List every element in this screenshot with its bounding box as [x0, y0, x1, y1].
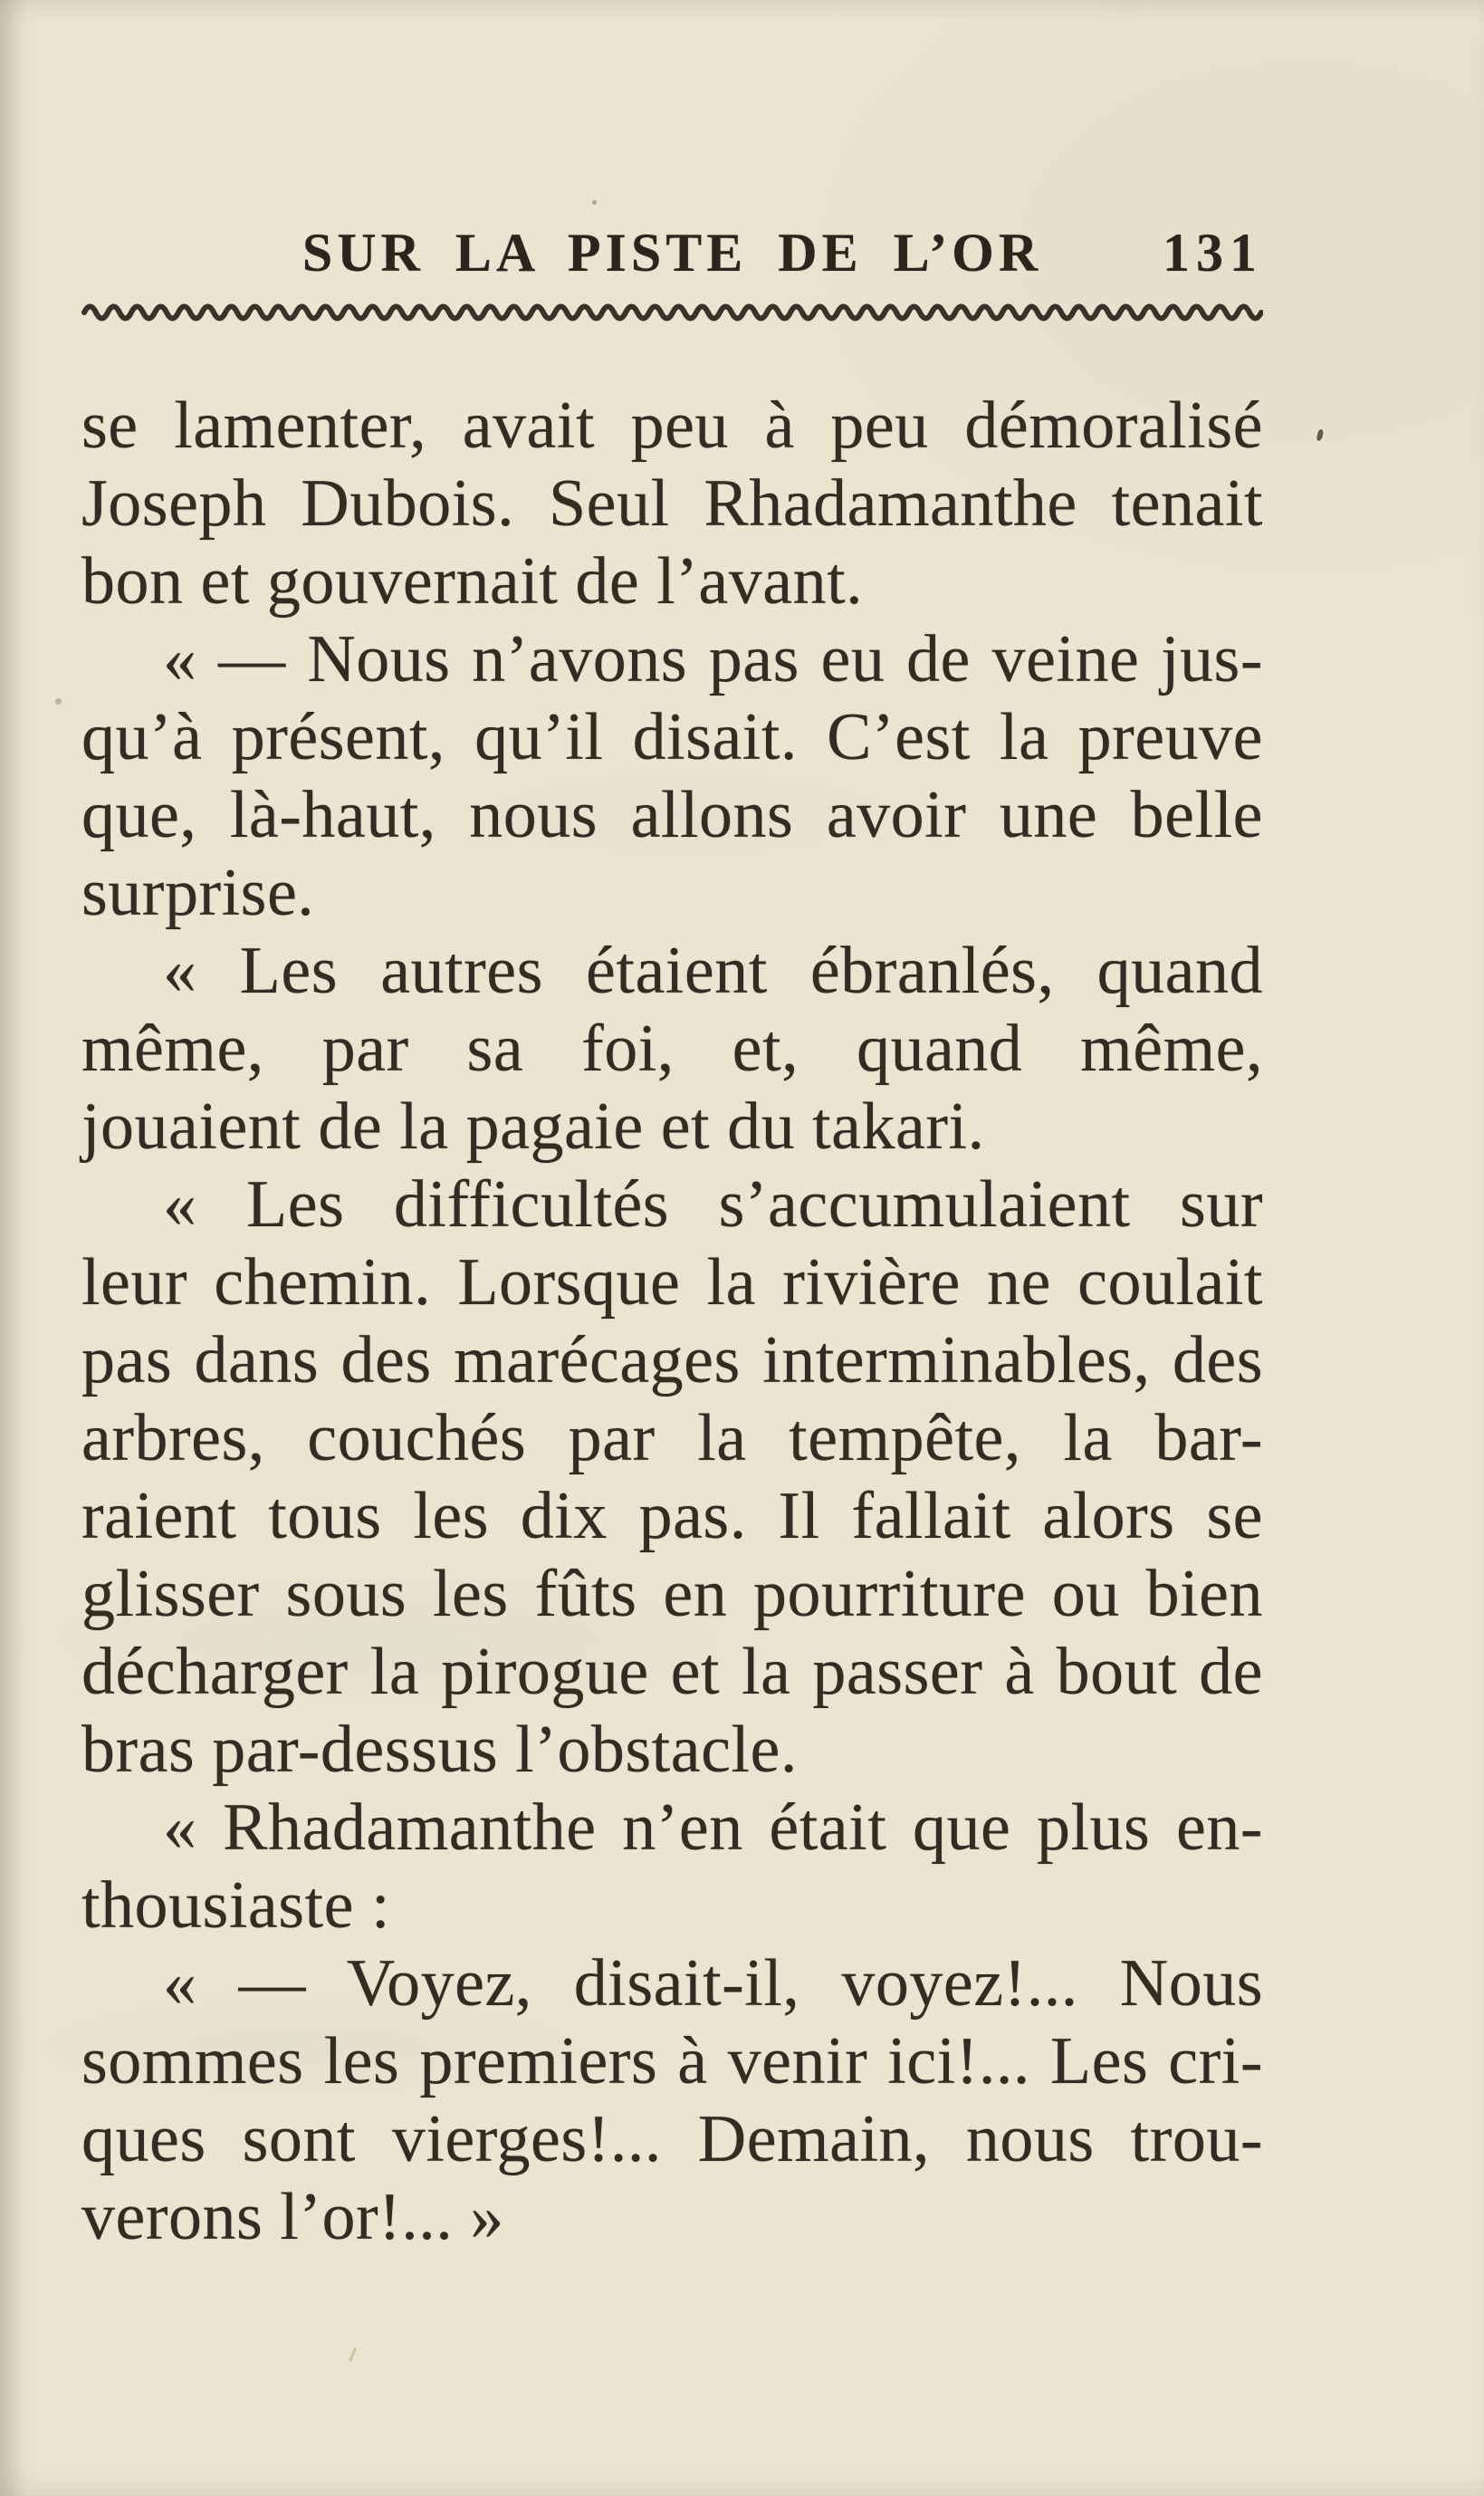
text-line: se lamenter, avait peu à peu démoralisé: [81, 389, 1263, 463]
page-header: [81, 223, 1263, 283]
text-line: jouaient de la pagaie et du takari.: [81, 1090, 985, 1164]
text-line: Joseph Dubois. Seul Rhadamanthe tenait: [81, 466, 1263, 541]
ink-speck: [1316, 428, 1325, 441]
text-line: leur chemin. Lorsque la rivière ne coulait: [81, 1245, 1263, 1320]
ink-speck: [55, 698, 62, 705]
wave-path: [84, 307, 1261, 319]
text-line: glisser sous les fûts en pourriture ou bien: [81, 1557, 1263, 1631]
text-line: surprise.: [81, 856, 315, 930]
text-line: verons l’or!... »: [81, 2180, 504, 2254]
text-line: bras par-dessus l’obstacle.: [81, 1713, 798, 1787]
running-title: SUR LA PISTE DE L’OR: [302, 223, 1043, 283]
text-line: même, par sa foi, et, quand même,: [81, 1012, 1263, 1086]
text-line: ques sont vierges!... Demain, nous trou-: [81, 2102, 1263, 2176]
text-line: sommes les premiers à venir ici!... Les cri-: [81, 2024, 1263, 2098]
text-line: « — Nous n’avons pas eu de veine jus-: [163, 622, 1263, 696]
text-line: bon et gouvernait de l’avant.: [81, 544, 864, 619]
paper-fiber-mark: [349, 2347, 357, 2362]
text-line: « Rhadamanthe n’en était que plus en-: [163, 1790, 1263, 1865]
page-number: 131: [1163, 223, 1263, 283]
text-line: décharger la pirogue et la passer à bout de: [81, 1635, 1263, 1709]
text-line: arbres, couchés par la tempête, la bar-: [81, 1401, 1263, 1475]
wavy-divider-rule: [81, 300, 1263, 323]
body-text: [81, 387, 1263, 2256]
text-line: qu’à présent, qu’il disait. C’est la preuve: [81, 700, 1263, 774]
text-line: raient tous les dix pas. Il fallait alors se: [81, 1479, 1263, 1553]
text-line: thousiaste :: [81, 1868, 391, 1943]
text-line: « Les autres étaient ébranlés, quand: [163, 934, 1263, 1008]
text-line: pas dans des marécages interminables, des: [81, 1323, 1263, 1397]
text-line: « — Voyez, disait-il, voyez!... Nous: [163, 1946, 1263, 2021]
text-line: « Les difficultés s’accumulaient sur: [163, 1167, 1263, 1242]
text-line: que, là-haut, nous allons avoir une belle: [81, 778, 1263, 852]
ink-speck: [592, 200, 597, 205]
